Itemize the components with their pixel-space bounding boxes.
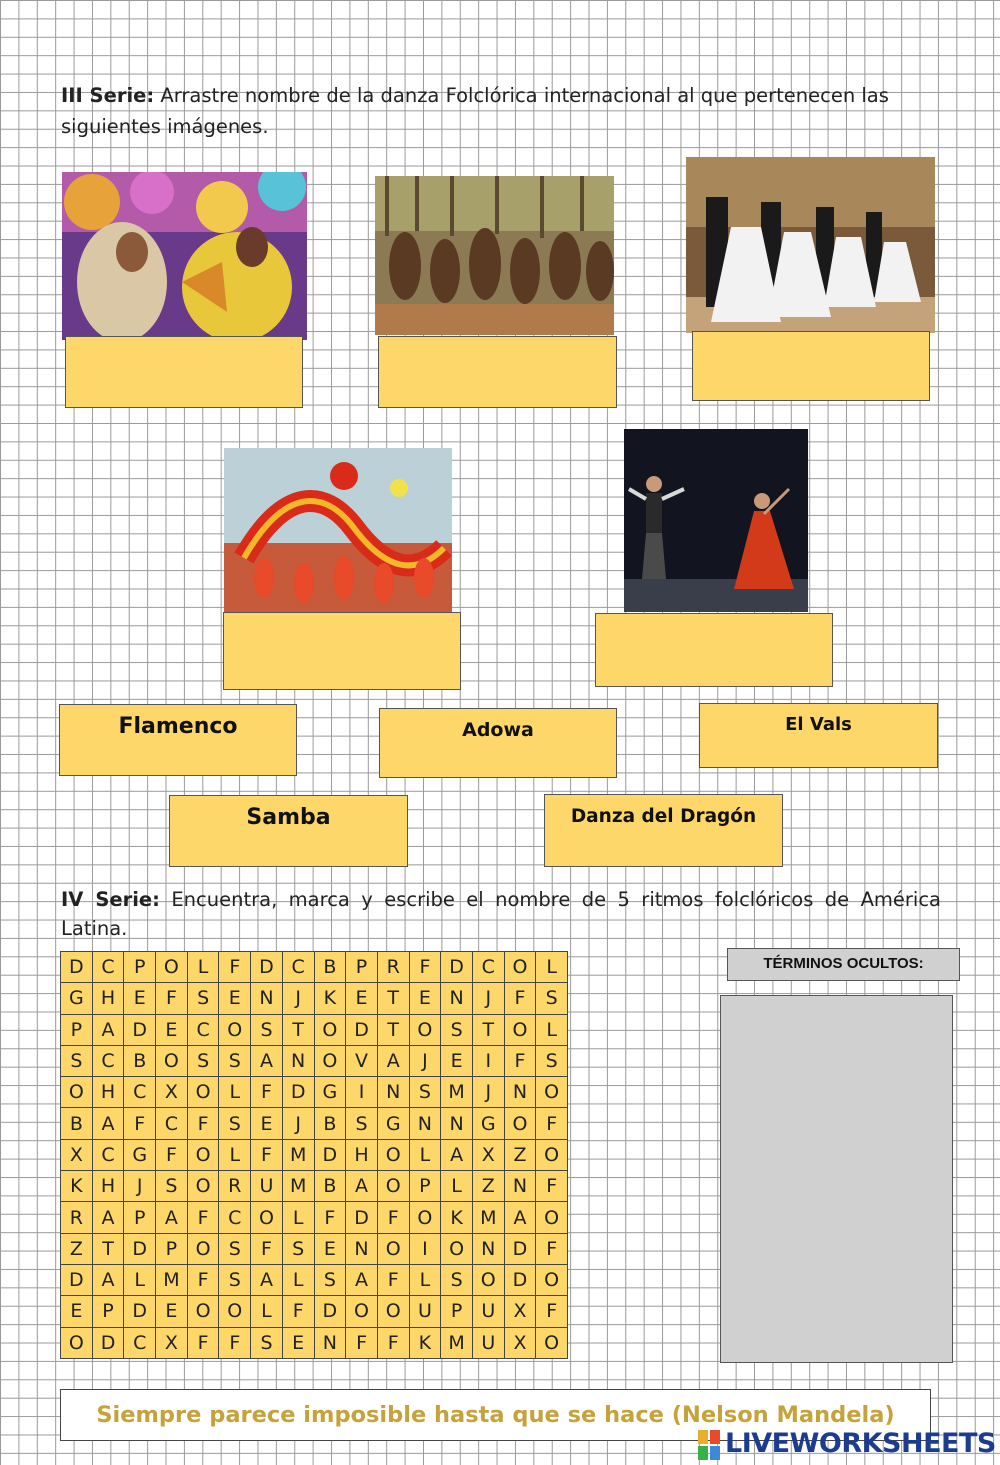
- grid-cell[interactable]: C: [282, 952, 314, 983]
- grid-cell[interactable]: S: [536, 1045, 568, 1076]
- grid-cell[interactable]: R: [377, 952, 409, 983]
- grid-cell[interactable]: K: [314, 983, 346, 1014]
- grid-cell[interactable]: L: [219, 1077, 251, 1108]
- grid-cell[interactable]: S: [219, 1108, 251, 1139]
- grid-cell[interactable]: B: [314, 1171, 346, 1202]
- grid-cell[interactable]: E: [219, 983, 251, 1014]
- grid-cell[interactable]: N: [409, 1108, 441, 1139]
- drop-box-3[interactable]: [692, 331, 930, 401]
- grid-row: [61, 1296, 568, 1327]
- grid-cell[interactable]: M: [441, 1077, 473, 1108]
- grid-cell[interactable]: O: [187, 1077, 219, 1108]
- grid-cell[interactable]: B: [314, 1108, 346, 1139]
- grid-cell[interactable]: J: [282, 1108, 314, 1139]
- section4-text: Encuentra, marca y escribe el nombre de 5 ritmos folclóricos de América Latina.: [61, 888, 942, 940]
- grid-cell[interactable]: F: [409, 952, 441, 983]
- grid-cell[interactable]: F: [251, 1139, 283, 1170]
- grid-cell[interactable]: F: [282, 1296, 314, 1327]
- grid-cell[interactable]: E: [61, 1296, 93, 1327]
- word-el-vals[interactable]: El Vals: [699, 703, 938, 768]
- grid-cell[interactable]: O: [219, 1014, 251, 1045]
- grid-row: [61, 1108, 568, 1139]
- grid-cell[interactable]: E: [314, 1233, 346, 1264]
- grid-row: [61, 1327, 568, 1358]
- grid-cell[interactable]: A: [92, 1264, 124, 1295]
- grid-cell[interactable]: J: [124, 1171, 156, 1202]
- grid-row: [61, 1139, 568, 1170]
- grid-cell[interactable]: S: [346, 1108, 378, 1139]
- grid-cell[interactable]: L: [251, 1296, 283, 1327]
- grid-cell[interactable]: O: [187, 1139, 219, 1170]
- grid-cell[interactable]: A: [346, 1264, 378, 1295]
- grid-cell[interactable]: A: [441, 1139, 473, 1170]
- grid-cell[interactable]: U: [409, 1296, 441, 1327]
- grid-cell[interactable]: O: [377, 1139, 409, 1170]
- grid-cell[interactable]: S: [61, 1045, 93, 1076]
- grid-cell[interactable]: J: [472, 1077, 504, 1108]
- grid-cell[interactable]: B: [124, 1045, 156, 1076]
- grid-cell[interactable]: V: [346, 1045, 378, 1076]
- hidden-terms-label: TÉRMINOS OCULTOS:: [727, 948, 960, 981]
- grid-cell[interactable]: C: [187, 1014, 219, 1045]
- grid-cell[interactable]: S: [251, 1014, 283, 1045]
- word-adowa[interactable]: Adowa: [379, 708, 617, 778]
- grid-cell[interactable]: A: [92, 1202, 124, 1233]
- grid-cell[interactable]: N: [282, 1045, 314, 1076]
- grid-cell[interactable]: E: [409, 983, 441, 1014]
- grid-cell[interactable]: N: [251, 983, 283, 1014]
- grid-cell[interactable]: U: [472, 1327, 504, 1358]
- grid-cell[interactable]: O: [536, 1327, 568, 1358]
- grid-cell[interactable]: E: [346, 983, 378, 1014]
- section3-text: Arrastre nombre de la danza Folclórica internacional al que pertenecen las siguientes imágenes.: [61, 84, 889, 138]
- logo-icon: [698, 1430, 722, 1460]
- grid-cell[interactable]: A: [92, 1014, 124, 1045]
- word-search-grid[interactable]: [60, 951, 568, 1359]
- brand-text: LIVEWORKSHEETS: [725, 1428, 996, 1459]
- grid-cell[interactable]: D: [251, 952, 283, 983]
- grid-cell[interactable]: O: [536, 1202, 568, 1233]
- grid-cell[interactable]: G: [377, 1108, 409, 1139]
- grid-cell[interactable]: A: [504, 1202, 536, 1233]
- flamenco-photo: [624, 429, 808, 612]
- grid-cell[interactable]: N: [504, 1171, 536, 1202]
- grid-cell[interactable]: E: [251, 1108, 283, 1139]
- grid-cell[interactable]: S: [187, 1045, 219, 1076]
- grid-cell[interactable]: D: [92, 1327, 124, 1358]
- grid-cell[interactable]: F: [504, 1045, 536, 1076]
- grid-cell[interactable]: L: [536, 1014, 568, 1045]
- grid-cell[interactable]: P: [156, 1233, 188, 1264]
- grid-cell[interactable]: P: [346, 952, 378, 983]
- grid-cell[interactable]: S: [441, 1014, 473, 1045]
- grid-cell[interactable]: U: [472, 1296, 504, 1327]
- grid-cell[interactable]: P: [441, 1296, 473, 1327]
- word-samba[interactable]: Samba: [169, 795, 408, 867]
- quote-box: Siempre parece imposible hasta que se hace (Nelson Mandela): [60, 1389, 931, 1441]
- grid-cell[interactable]: M: [156, 1264, 188, 1295]
- grid-cell[interactable]: B: [61, 1108, 93, 1139]
- grid-cell[interactable]: N: [346, 1233, 378, 1264]
- grid-cell[interactable]: M: [472, 1202, 504, 1233]
- grid-cell[interactable]: Z: [504, 1139, 536, 1170]
- grid-cell[interactable]: D: [124, 1296, 156, 1327]
- grid-cell[interactable]: D: [346, 1014, 378, 1045]
- grid-cell[interactable]: U: [251, 1171, 283, 1202]
- grid-cell[interactable]: D: [314, 1296, 346, 1327]
- grid-cell[interactable]: O: [377, 1296, 409, 1327]
- grid-cell[interactable]: F: [187, 1202, 219, 1233]
- grid-cell[interactable]: C: [124, 1077, 156, 1108]
- grid-cell[interactable]: X: [472, 1139, 504, 1170]
- grid-cell[interactable]: T: [282, 1014, 314, 1045]
- grid-cell[interactable]: T: [472, 1014, 504, 1045]
- grid-cell[interactable]: F: [219, 952, 251, 983]
- grid-cell[interactable]: X: [156, 1077, 188, 1108]
- grid-cell[interactable]: P: [61, 1014, 93, 1045]
- grid-cell[interactable]: O: [187, 1233, 219, 1264]
- grid-row: [61, 952, 568, 983]
- grid-cell[interactable]: X: [504, 1296, 536, 1327]
- grid-cell[interactable]: N: [504, 1077, 536, 1108]
- grid-cell[interactable]: A: [251, 1264, 283, 1295]
- grid-cell[interactable]: T: [377, 1014, 409, 1045]
- grid-cell[interactable]: B: [314, 952, 346, 983]
- grid-row: [61, 1233, 568, 1264]
- grid-cell[interactable]: S: [536, 983, 568, 1014]
- grid-cell[interactable]: H: [92, 983, 124, 1014]
- grid-cell[interactable]: D: [504, 1264, 536, 1295]
- grid-cell[interactable]: F: [251, 1077, 283, 1108]
- grid-cell[interactable]: E: [156, 1014, 188, 1045]
- grid-cell[interactable]: O: [536, 1077, 568, 1108]
- grid-cell[interactable]: T: [377, 983, 409, 1014]
- grid-cell[interactable]: A: [377, 1045, 409, 1076]
- grid-cell[interactable]: F: [156, 1139, 188, 1170]
- grid-cell[interactable]: A: [92, 1108, 124, 1139]
- section4-title: IV Serie:: [61, 888, 160, 911]
- grid-cell[interactable]: S: [156, 1171, 188, 1202]
- grid-cell[interactable]: F: [377, 1202, 409, 1233]
- grid-cell[interactable]: S: [219, 1233, 251, 1264]
- grid-cell[interactable]: L: [409, 1139, 441, 1170]
- grid-cell[interactable]: O: [504, 1108, 536, 1139]
- grid-cell[interactable]: S: [409, 1077, 441, 1108]
- grid-cell[interactable]: F: [346, 1327, 378, 1358]
- grid-cell[interactable]: P: [124, 1202, 156, 1233]
- grid-cell[interactable]: M: [282, 1139, 314, 1170]
- grid-cell[interactable]: J: [472, 983, 504, 1014]
- adowa-photo: [375, 176, 614, 335]
- word-danza-del-dragon[interactable]: Danza del Dragón: [544, 794, 783, 867]
- grid-cell[interactable]: L: [282, 1264, 314, 1295]
- grid-cell[interactable]: L: [409, 1264, 441, 1295]
- grid-cell[interactable]: G: [124, 1139, 156, 1170]
- grid-cell[interactable]: P: [124, 952, 156, 983]
- grid-cell[interactable]: Z: [61, 1233, 93, 1264]
- grid-cell[interactable]: S: [314, 1264, 346, 1295]
- grid-cell[interactable]: L: [282, 1202, 314, 1233]
- grid-cell[interactable]: C: [219, 1202, 251, 1233]
- grid-cell[interactable]: K: [441, 1202, 473, 1233]
- grid-cell[interactable]: N: [314, 1327, 346, 1358]
- grid-cell[interactable]: O: [409, 1014, 441, 1045]
- grid-cell[interactable]: O: [472, 1264, 504, 1295]
- grid-row: [61, 1045, 568, 1076]
- grid-cell[interactable]: D: [282, 1077, 314, 1108]
- grid-cell[interactable]: F: [314, 1202, 346, 1233]
- grid-cell[interactable]: S: [441, 1264, 473, 1295]
- grid-cell[interactable]: M: [282, 1171, 314, 1202]
- drop-box-1[interactable]: [65, 336, 303, 408]
- grid-cell[interactable]: Z: [472, 1171, 504, 1202]
- grid-cell[interactable]: O: [187, 1171, 219, 1202]
- grid-cell[interactable]: O: [314, 1014, 346, 1045]
- grid-cell[interactable]: A: [346, 1171, 378, 1202]
- vals-photo: [686, 157, 935, 333]
- drop-box-4[interactable]: [223, 612, 461, 690]
- grid-cell[interactable]: O: [409, 1202, 441, 1233]
- grid-cell[interactable]: C: [92, 1139, 124, 1170]
- grid-cell[interactable]: X: [61, 1139, 93, 1170]
- grid-cell[interactable]: O: [536, 1139, 568, 1170]
- grid-cell[interactable]: C: [92, 952, 124, 983]
- grid-cell[interactable]: F: [219, 1327, 251, 1358]
- grid-cell[interactable]: A: [156, 1202, 188, 1233]
- grid-cell[interactable]: X: [156, 1327, 188, 1358]
- grid-cell[interactable]: F: [156, 983, 188, 1014]
- grid-row: [61, 983, 568, 1014]
- liveworksheets-logo: [698, 1428, 998, 1462]
- grid-cell[interactable]: H: [92, 1077, 124, 1108]
- grid-cell[interactable]: C: [124, 1327, 156, 1358]
- grid-cell[interactable]: E: [282, 1327, 314, 1358]
- grid-cell[interactable]: R: [219, 1171, 251, 1202]
- grid-cell[interactable]: I: [346, 1077, 378, 1108]
- grid-cell[interactable]: D: [124, 1014, 156, 1045]
- grid-cell[interactable]: I: [409, 1233, 441, 1264]
- grid-cell[interactable]: L: [187, 952, 219, 983]
- section4-instruction: [61, 885, 941, 943]
- grid-cell[interactable]: S: [282, 1233, 314, 1264]
- grid-cell[interactable]: J: [282, 983, 314, 1014]
- grid-row: [61, 1171, 568, 1202]
- grid-cell[interactable]: G: [61, 983, 93, 1014]
- grid-cell[interactable]: F: [504, 983, 536, 1014]
- grid-cell[interactable]: X: [504, 1327, 536, 1358]
- grid-cell[interactable]: O: [504, 1014, 536, 1045]
- drop-box-2[interactable]: [378, 336, 617, 408]
- grid-cell[interactable]: O: [219, 1296, 251, 1327]
- grid-cell[interactable]: L: [124, 1264, 156, 1295]
- grid-cell[interactable]: A: [251, 1045, 283, 1076]
- grid-cell[interactable]: E: [124, 983, 156, 1014]
- grid-cell[interactable]: K: [61, 1171, 93, 1202]
- grid-cell[interactable]: O: [504, 952, 536, 983]
- grid-cell[interactable]: N: [441, 983, 473, 1014]
- grid-cell[interactable]: O: [187, 1296, 219, 1327]
- grid-cell[interactable]: O: [346, 1296, 378, 1327]
- section3-title: III Serie:: [61, 84, 155, 107]
- grid-cell[interactable]: O: [377, 1171, 409, 1202]
- grid-cell[interactable]: C: [472, 952, 504, 983]
- grid-cell[interactable]: F: [251, 1233, 283, 1264]
- grid-cell[interactable]: D: [441, 952, 473, 983]
- grid-cell[interactable]: F: [187, 1327, 219, 1358]
- dragon-photo: [224, 448, 452, 612]
- grid-cell[interactable]: S: [187, 983, 219, 1014]
- grid-cell[interactable]: J: [409, 1045, 441, 1076]
- grid-cell[interactable]: C: [92, 1045, 124, 1076]
- grid-cell[interactable]: D: [61, 952, 93, 983]
- grid-cell[interactable]: O: [314, 1045, 346, 1076]
- grid-cell[interactable]: D: [346, 1202, 378, 1233]
- grid-cell[interactable]: O: [441, 1233, 473, 1264]
- grid-cell[interactable]: D: [314, 1139, 346, 1170]
- grid-cell[interactable]: F: [536, 1233, 568, 1264]
- word-flamenco[interactable]: Flamenco: [59, 704, 297, 776]
- grid-cell[interactable]: H: [346, 1139, 378, 1170]
- grid-cell[interactable]: S: [251, 1327, 283, 1358]
- grid-cell[interactable]: N: [377, 1077, 409, 1108]
- grid-cell[interactable]: F: [124, 1108, 156, 1139]
- grid-cell[interactable]: F: [536, 1296, 568, 1327]
- grid-cell[interactable]: F: [377, 1264, 409, 1295]
- grid-cell[interactable]: M: [441, 1327, 473, 1358]
- grid-cell[interactable]: O: [377, 1233, 409, 1264]
- grid-cell[interactable]: O: [251, 1202, 283, 1233]
- grid-cell[interactable]: I: [472, 1045, 504, 1076]
- grid-row: [61, 1264, 568, 1295]
- grid-cell[interactable]: C: [156, 1108, 188, 1139]
- grid-cell[interactable]: L: [441, 1171, 473, 1202]
- grid-cell[interactable]: O: [156, 952, 188, 983]
- grid-cell[interactable]: D: [124, 1233, 156, 1264]
- grid-cell[interactable]: K: [409, 1327, 441, 1358]
- hidden-terms-area[interactable]: [720, 995, 953, 1363]
- samba-photo: [62, 172, 307, 340]
- grid-cell[interactable]: P: [92, 1296, 124, 1327]
- grid-cell[interactable]: E: [156, 1296, 188, 1327]
- grid-cell[interactable]: O: [156, 1045, 188, 1076]
- grid-cell[interactable]: H: [92, 1171, 124, 1202]
- grid-row: [61, 1014, 568, 1045]
- grid-cell[interactable]: F: [187, 1264, 219, 1295]
- grid-cell[interactable]: F: [187, 1108, 219, 1139]
- grid-cell[interactable]: S: [219, 1045, 251, 1076]
- grid-cell[interactable]: S: [219, 1264, 251, 1295]
- grid-cell[interactable]: O: [61, 1327, 93, 1358]
- grid-cell[interactable]: G: [472, 1108, 504, 1139]
- grid-cell[interactable]: D: [504, 1233, 536, 1264]
- grid-cell[interactable]: L: [536, 952, 568, 983]
- grid-cell[interactable]: D: [61, 1264, 93, 1295]
- grid-cell[interactable]: T: [92, 1233, 124, 1264]
- grid-cell[interactable]: E: [441, 1045, 473, 1076]
- grid-cell[interactable]: P: [409, 1171, 441, 1202]
- grid-cell[interactable]: N: [472, 1233, 504, 1264]
- section3-instruction: [61, 80, 941, 142]
- drop-box-5[interactable]: [595, 613, 833, 687]
- grid-cell[interactable]: R: [61, 1202, 93, 1233]
- grid-cell[interactable]: G: [314, 1077, 346, 1108]
- grid-cell[interactable]: F: [377, 1327, 409, 1358]
- grid-cell[interactable]: L: [219, 1139, 251, 1170]
- grid-cell[interactable]: F: [536, 1108, 568, 1139]
- grid-row: [61, 1077, 568, 1108]
- grid-row: [61, 1202, 568, 1233]
- grid-cell[interactable]: F: [536, 1171, 568, 1202]
- grid-cell[interactable]: O: [61, 1077, 93, 1108]
- grid-cell[interactable]: O: [536, 1264, 568, 1295]
- grid-cell[interactable]: N: [441, 1108, 473, 1139]
